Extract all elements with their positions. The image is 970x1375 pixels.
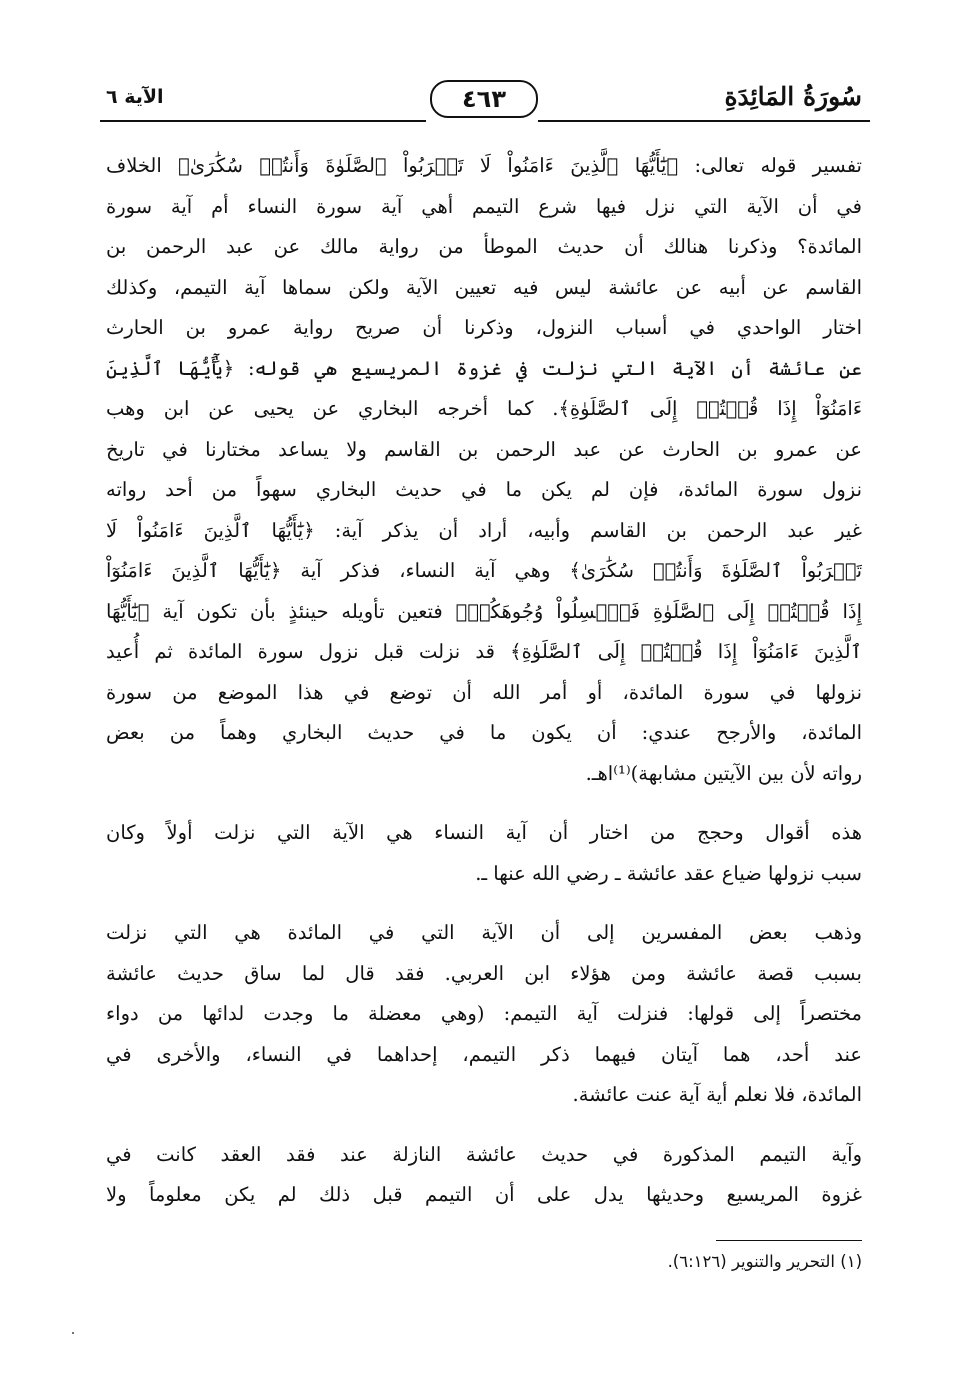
paragraph-2 (106, 813, 862, 894)
text-line: رواته لأن بين الآيتين مشابهة)⁽¹⁾اهـ. (585, 761, 862, 785)
text-line: اختار الواحدي في أسباب النزول، وذكرنا أن صريح رواية عمرو بن الحارث (106, 316, 862, 339)
text-line: المائدة؟ وذكرنا هنالك أن حديث الموطأ من رواية مالك عن عبد الرحمن بن (106, 235, 862, 258)
body-text (106, 146, 862, 1216)
paragraph-4 (106, 1135, 862, 1216)
footnote-rule (716, 1240, 862, 1241)
text-line: نزول سورة المائدة، فإن لم يكن ما في حديث البخاري سهواً من أحد رواته (106, 478, 862, 501)
text-line: بسبب قصة عائشة ومن هؤلاء ابن العربي. فقد قال لما ساق حديث عائشة (106, 961, 862, 985)
text-line: غزوة المريسيع وحديثها يدل على أن التيمم قبل ذلك لم يكن معلوماً ولا (106, 1183, 862, 1206)
footnote: (١) التحرير والتنوير (٦:١٢٦). (667, 1252, 862, 1271)
text-line: إِذَا قُمۡتُمۡ إِلَى ٱلصَّلَوٰةِ فَٱغۡسِلُواْ وُجُوهَكُمۡ﴾ فتعين تأويله حينئذٍ بأن تكون آية ﴿يَٰٓأَيُّهَا (106, 599, 862, 623)
page-number: ٤٦٣ (462, 85, 506, 113)
text-line: وآية التيمم المذكورة في حديث عائشة النازلة عند فقد العقد كانت في (106, 1142, 862, 1166)
text-line: هذه أقوال وحجج من اختار أن آية النساء هي الآية التي نزلت أولاً وكان (106, 821, 862, 844)
text-line: المائدة، والأرجح عندي: أن يكون ما في حديث البخاري وهماً من بعض (106, 721, 862, 744)
text-line: المائدة، فلا نعلم أية آية عنت عائشة. (572, 1083, 862, 1106)
text-line: ءَامَنُوٓاْ إِذَا قُمۡتُمۡ إِلَى ٱلصَّلَوٰةِ﴾. كما أخرجه البخاري عن يحيى عن ابن وهب (106, 397, 862, 420)
page-number-frame (430, 80, 538, 118)
ayah-label: الآية ٦ (106, 86, 164, 108)
paragraph-3 (106, 913, 862, 1116)
text-line: تفسير قوله تعالى: ﴿يَٰٓأَيُّهَا ٱلَّذِينَ ءَامَنُواْ لَا تَقۡرَبُواْ ٱلصَّلَوٰةَ وَأَنتُمۡ سُكَٰرَىٰ﴾ الخلاف (106, 154, 862, 177)
text-line: عند أحد، هما آيتان فيهما ذكر التيمم، إحداهما في النساء، والأخرى في (106, 1042, 862, 1066)
page-header (100, 80, 870, 124)
text-line: القاسم عن أبيه عن عائشة ليس فيه تعيين الآية ولكن سماها آية التيمم، وكذلك (106, 275, 862, 299)
text-line: غير عبد الرحمن بن القاسم وأبيه، أراد أن يذكر آية: ﴿يَٰٓأَيُّهَا ٱلَّذِينَ ءَامَنُواْ لَا (106, 518, 862, 542)
scan-speck (72, 1332, 74, 1334)
text-line: سبب نزولها ضياع عقد عائشة ـ رضي الله عنها ـ. (475, 861, 862, 885)
paragraph-1 (106, 146, 862, 794)
text-line: في أن الآية التي نزل فيها شرع التيمم أهي آية سورة النساء أم آية سورة (106, 194, 862, 218)
text-line: عن عائشة أن الآية التي نزلت في غزوة المريسيع هي قوله: ﴿يَٰٓأَيُّهَا ٱلَّذِينَ (106, 356, 862, 380)
text-line: ٱلَّذِينَ ءَامَنُوٓاْ إِذَا قُمۡتُمۡ إِلَى ٱلصَّلَوٰةِ﴾ قد نزلت قبل نزول سورة المائدة ثم أُعيد (106, 640, 862, 663)
text-line: وذهب بعض المفسرين إلى أن الآية التي في المائدة هي التي نزلت (106, 921, 862, 944)
surah-title: سُورَةُ المَائِدَةِ (724, 82, 862, 111)
text-line: عن عمرو بن الحارث عن عبد الرحمن بن القاسم ولا يساعد مختارنا في تاريخ (106, 437, 862, 461)
text-line: نزولها في سورة المائدة، أو أمر الله أن توضع في هذا الموضع من سورة (106, 680, 862, 704)
text-line: مختصراً إلى قولها: فنزلت آية التيمم: (وهي معضلة ما وجدت لدائها من دواء (106, 1002, 862, 1025)
text-line: تَقۡرَبُواْ ٱلصَّلَوٰةَ وَأَنتُمۡ سُكَٰرَىٰ﴾ وهي آية النساء، فذكر آية ﴿يَٰٓأَيُّهَا ٱلَّذِينَ ءَامَنُوٓاْ (106, 559, 862, 582)
